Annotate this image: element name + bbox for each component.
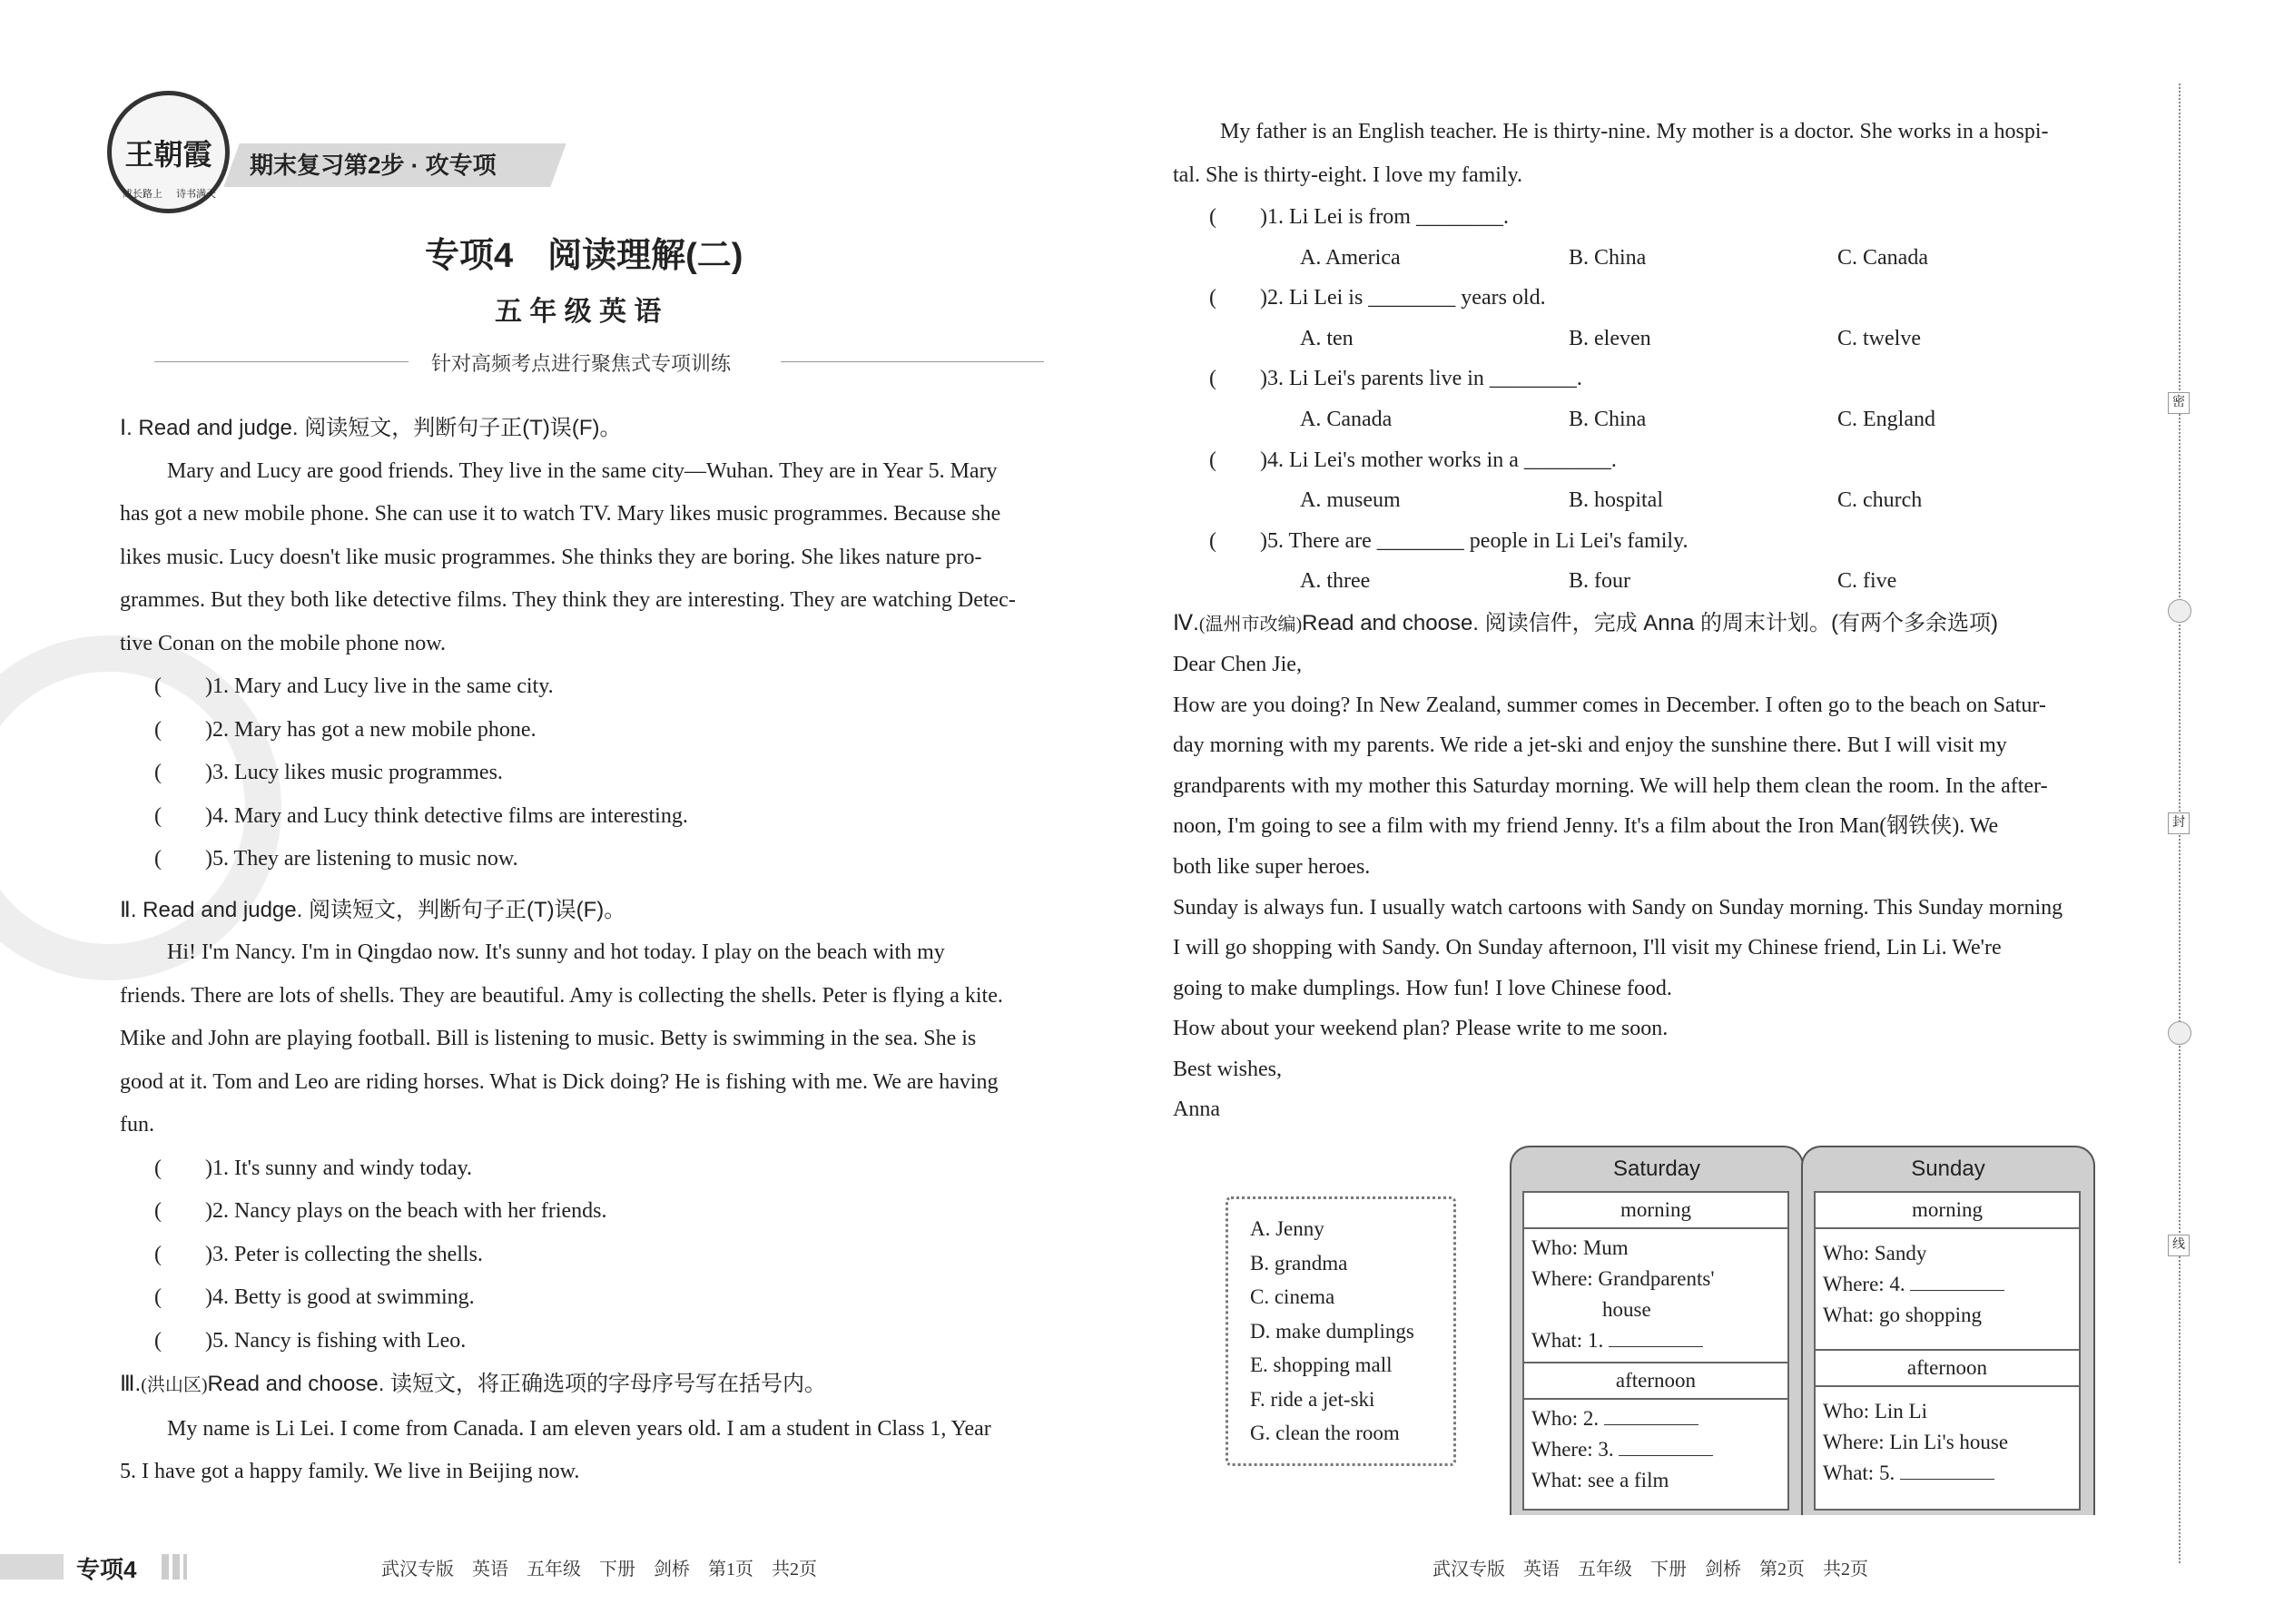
section3-prefix: Ⅲ.: [120, 1372, 142, 1396]
plan-line: What: go shopping: [1823, 1304, 1983, 1326]
option[interactable]: B. hospital: [1569, 488, 1664, 513]
passage-line: friends. There are lots of shells. They are beautiful. Amy is collecting the shells. Peter is flying a kite.: [120, 983, 1003, 1008]
option[interactable]: C. five: [1837, 569, 1897, 594]
option[interactable]: A. museum: [1300, 488, 1401, 513]
saturday-title: Saturday: [1612, 1156, 1701, 1181]
passage-line: tive Conan on the mobile phone now.: [120, 631, 447, 655]
plan-line-answer: [1531, 1434, 1780, 1465]
page-title: 专项4 阅读理解(二): [425, 237, 743, 275]
section4-heading: [1173, 604, 2133, 645]
footer-left: 武汉专版 英语 五年级 下册 剑桥 第1页 共2页: [381, 1560, 817, 1580]
plan-line: Where: Lin Li's house: [1823, 1431, 2009, 1453]
section2-passage: [120, 931, 1077, 1147]
plan-line-answer: [1531, 1325, 1780, 1356]
sunday-afternoon-cell: [1814, 1385, 2081, 1511]
option[interactable]: B. China: [1569, 245, 1647, 270]
question-item[interactable]: ( )1. It's sunny and windy today.: [154, 1156, 473, 1180]
binding-hole-icon: [2168, 1021, 2191, 1045]
plan-line-answer: [1823, 1458, 2072, 1489]
option-row: [1209, 561, 2133, 602]
question-item[interactable]: ( )2. Mary has got a new mobile phone.: [154, 717, 537, 742]
plan-line: What: see a film: [1531, 1469, 1669, 1491]
letter-line: I will go shopping with Sandy. On Sunday afternoon, I'll visit my Chinese friend, Lin Li. We're: [1173, 936, 2002, 960]
letter-line: both like super heroes.: [1173, 854, 1371, 879]
sunday-title: Sunday: [1911, 1156, 1985, 1181]
plan-label: Where: 4.: [1823, 1273, 1905, 1295]
question-item[interactable]: ( )2. Nancy plays on the beach with her friends.: [154, 1199, 607, 1223]
tagline: 针对高频考点进行聚焦式专项训练: [431, 353, 732, 376]
option[interactable]: C. Canada: [1837, 245, 1928, 270]
option[interactable]: C. church: [1837, 488, 1923, 513]
option[interactable]: B. China: [1569, 407, 1647, 431]
passage-line: Hi! I'm Nancy. I'm in Qingdao now. It's sunny and hot today. I play on the beach with my: [167, 940, 945, 964]
passage-line: good at it. Tom and Leo are riding horses. What is Dick doing? He is fishing with me. We are having: [120, 1069, 999, 1094]
option[interactable]: A. three: [1300, 569, 1371, 594]
options-box: [1226, 1196, 1456, 1466]
letter-line: grandparents with my mother this Saturday morning. We will help them clean the room. In the after-: [1173, 773, 2048, 798]
letter-line: Sunday is always fun. I usually watch cartoons with Sandy on Sunday morning. This Sunday morning: [1173, 895, 2063, 920]
binding-label: 线: [2168, 1235, 2190, 1256]
plan-label: Who: 2.: [1531, 1407, 1600, 1430]
footer-left-tag: 专项4: [76, 1556, 137, 1583]
section3-passage-right: [1173, 111, 2133, 197]
binding-label: 密: [2168, 392, 2190, 414]
binding-hole-icon: [2168, 599, 2191, 623]
plan-label: Where: 3.: [1531, 1438, 1614, 1461]
page-subtitle: 五 年 级 英 语: [495, 297, 662, 327]
plan-line: Who: Mum: [1531, 1236, 1629, 1259]
option-item: F. ride a jet-ski: [1250, 1387, 1375, 1411]
logo: [107, 91, 230, 213]
question-item[interactable]: ( )4. Mary and Lucy think detective films are interesting.: [154, 803, 688, 828]
passage-line: tal. She is thirty-eight. I love my family.: [1173, 162, 1523, 187]
letter-line: Dear Chen Jie,: [1173, 652, 1302, 676]
option-row: [1209, 319, 2133, 359]
section4-prefix: Ⅳ.: [1173, 610, 1199, 635]
question-item[interactable]: ( )1. Mary and Lucy live in the same city.: [154, 674, 554, 698]
plan-line: Who: Lin Li: [1823, 1400, 1927, 1422]
answer-blank[interactable]: [1619, 1455, 1713, 1456]
sunday-afternoon-label: afternoon: [1814, 1349, 2081, 1387]
letter-line: How are you doing? In New Zealand, summer comes in December. I often go to the beach on Satur-: [1173, 693, 2046, 717]
sunday-plan: [1801, 1146, 2095, 1515]
option[interactable]: B. four: [1569, 569, 1630, 594]
section-banner: 期末复习第2步 · 攻专项: [250, 152, 497, 179]
section4-source: (温州市改编): [1198, 614, 1303, 635]
saturday-morning-label: morning: [1522, 1191, 1789, 1229]
saturday-morning-cell: [1522, 1227, 1789, 1363]
option[interactable]: B. eleven: [1569, 326, 1651, 350]
question-item[interactable]: ( )3. Li Lei's parents live in ________.: [1209, 367, 1582, 391]
tagline-rule-left: [154, 361, 409, 362]
plan-line-answer: [1823, 1269, 2072, 1300]
right-column: [1173, 111, 2133, 1130]
option[interactable]: C. England: [1837, 407, 1935, 431]
option-item: A. Jenny: [1250, 1217, 1324, 1240]
section2-heading: Ⅱ. Read and judge. 阅读短文，判断句子正(T)误(F)。: [120, 897, 626, 922]
passage-line: 5. I have got a happy family. We live in Beijing now.: [120, 1460, 580, 1483]
plan-line: Where: Grandparents': [1531, 1267, 1715, 1290]
option[interactable]: C. twelve: [1837, 326, 1921, 350]
left-column: [120, 407, 1077, 1494]
letter-line: noon, I'm going to see a film with my friend Jenny. It's a film about the Iron Man(钢铁侠). We: [1173, 814, 1999, 839]
passage-line: fun.: [120, 1113, 154, 1137]
saturday-plan: [1510, 1146, 1804, 1515]
option-item: G. clean the room: [1250, 1422, 1400, 1444]
answer-blank[interactable]: [1900, 1479, 1994, 1480]
option-row: [1209, 480, 2133, 521]
question-item[interactable]: ( )4. Li Lei's mother works in a ________.: [1209, 448, 1617, 472]
sunday-morning-label: morning: [1814, 1191, 2081, 1229]
question-item[interactable]: ( )4. Betty is good at swimming.: [154, 1285, 475, 1309]
section1-questions: [120, 665, 1077, 881]
plan-label: What: 5.: [1823, 1462, 1895, 1484]
saturday-afternoon-cell: [1522, 1398, 1789, 1511]
section3-heading: [120, 1363, 1077, 1408]
question-item[interactable]: ( )5. They are listening to music now.: [154, 847, 518, 871]
question-item[interactable]: ( )3. Peter is collecting the shells.: [154, 1242, 483, 1266]
sunday-morning-cell: [1814, 1227, 2081, 1351]
section4-instruction: Read and choose. 阅读信件，完成 Anna 的周末计划。(有两个多余选项): [1302, 610, 1999, 635]
letter-line: How about your weekend plan? Please write to me soon.: [1173, 1017, 1669, 1041]
option-item: B. grandma: [1250, 1251, 1348, 1275]
passage-line: likes music. Lucy doesn't like music programmes. She thinks they are boring. She likes nature pro-: [120, 545, 982, 569]
answer-blank[interactable]: [1910, 1290, 2004, 1291]
option-item: C. cinema: [1250, 1285, 1335, 1308]
letter-line: Anna: [1173, 1097, 1220, 1122]
question-item[interactable]: ( )1. Li Lei is from ________.: [1209, 205, 1509, 229]
section3-passage-left: [120, 1408, 1077, 1494]
section2-questions: [120, 1147, 1077, 1363]
section3-instruction: Read and choose. 读短文，将正确选项的字母序号写在括号内。: [207, 1372, 827, 1396]
passage-line: Mary and Lucy are good friends. They live in the same city—Wuhan. They are in Year 5. Mary: [167, 458, 998, 483]
answer-blank[interactable]: [1609, 1346, 1703, 1347]
option-row: [1209, 399, 2133, 440]
logo-motto-left: 成长路上: [123, 188, 162, 200]
letter-line: day morning with my parents. We ride a jet-ski and enjoy the sunshine there. But I will visit my: [1173, 733, 2007, 758]
plan-line-answer: [1531, 1403, 1780, 1434]
plan-line: Who: Sandy: [1823, 1242, 1927, 1265]
question-item[interactable]: ( )3. Lucy likes music programmes.: [154, 761, 503, 784]
option[interactable]: A. ten: [1300, 326, 1354, 350]
question-item[interactable]: ( )5. There are ________ people in Li Lei's family.: [1209, 528, 1689, 553]
answer-blank[interactable]: [1604, 1424, 1698, 1425]
option-row: [1209, 238, 2133, 279]
logo-motto-right: 诗书满天: [176, 188, 216, 200]
plan-label: What: 1.: [1531, 1329, 1604, 1352]
option-item: E. shopping mall: [1250, 1353, 1393, 1376]
section1-heading: Ⅰ. Read and judge. 阅读短文，判断句子正(T)误(F)。: [120, 416, 622, 440]
section3-source: (洪山区): [141, 1375, 208, 1395]
saturday-afternoon-label: afternoon: [1522, 1362, 1789, 1400]
section4-letter: [1173, 645, 2133, 1130]
section3-questions: [1173, 197, 2133, 602]
option-item: D. make dumplings: [1250, 1319, 1414, 1343]
option[interactable]: A. America: [1300, 245, 1401, 270]
passage-line: My father is an English teacher. He is thirty-nine. My mother is a doctor. She works in a hospi-: [1220, 120, 2049, 143]
tagline-rule-right: [781, 361, 1044, 362]
plan-line: house: [1602, 1298, 1651, 1321]
option[interactable]: A. Canada: [1300, 407, 1393, 431]
question-item[interactable]: ( )2. Li Lei is ________ years old.: [1209, 286, 1546, 310]
question-item[interactable]: ( )5. Nancy is fishing with Leo.: [154, 1328, 467, 1353]
passage-line: grammes. But they both like detective films. They think they are interesting. They are watching Detec-: [120, 588, 1016, 612]
logo-text: 王朝霞: [124, 137, 212, 172]
passage-line: My name is Li Lei. I come from Canada. I am eleven years old. I am a student in Class 1, Year: [167, 1416, 991, 1441]
section1-passage: [120, 450, 1077, 666]
footer-left-bar: [0, 1554, 64, 1580]
letter-line: Best wishes,: [1173, 1057, 1282, 1081]
footer-squares: [162, 1554, 187, 1580]
letter-line: going to make dumplings. How fun! I love Chinese food.: [1173, 976, 1672, 1000]
footer-right: 武汉专版 英语 五年级 下册 剑桥 第2页 共2页: [1433, 1560, 1868, 1580]
passage-line: Mike and John are playing football. Bill is listening to music. Betty is swimming in the sea. She is: [120, 1027, 977, 1050]
passage-line: has got a new mobile phone. She can use it to watch TV. Mary likes music programmes. Because she: [120, 502, 1001, 526]
binding-label: 封: [2168, 812, 2190, 834]
